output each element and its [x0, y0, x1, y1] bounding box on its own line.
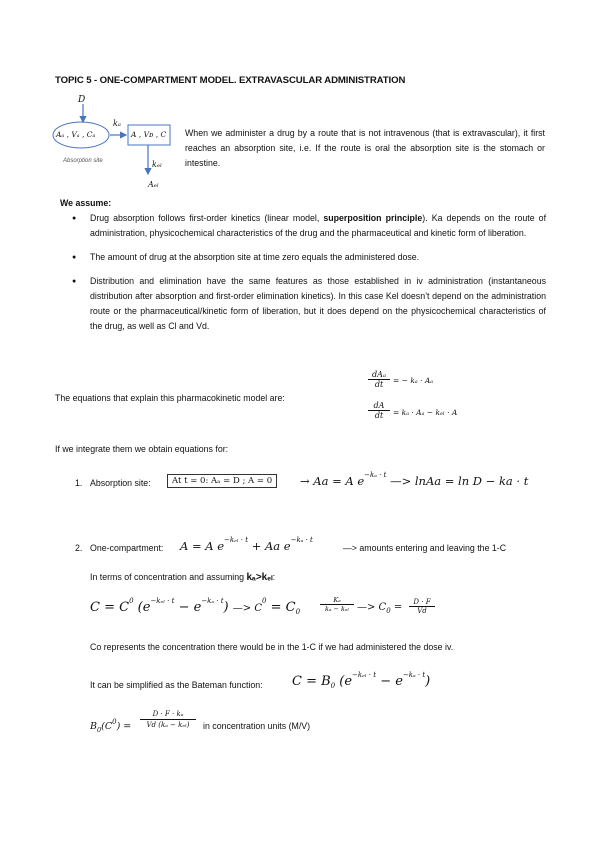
bateman-label: It can be simplified as the Bateman function:	[90, 680, 263, 690]
eq1-fraction: dAₐ dt	[368, 370, 390, 389]
compartment-diagram	[50, 94, 175, 194]
item2-number: 2.	[75, 543, 83, 553]
kel-label: kₑₗ	[152, 160, 162, 169]
intro-paragraph: When we administer a drug by a route that is not intravenous (that is extravascular), it first reaches an absorption site, i.e. If the route is oral the absorption site is the stomach or intestine.	[185, 128, 545, 168]
list-item: ● Drug absorption follows first-order kinetics (linear model, superposition principle). Ka depends on the route of administration, physicochemical characteristics of the drug and the pharmaceutical and kinetic form of liberation.	[70, 211, 546, 241]
absorption-compartment-label: Aₐ , Vₐ , Cₐ	[56, 130, 96, 139]
ael-label: Aₑₗ	[148, 180, 159, 189]
assumption-list	[70, 211, 546, 343]
ka-fraction: Kₐ kₐ − kₑₗ	[320, 596, 354, 613]
we-assume-heading: We assume:	[60, 198, 112, 208]
ka-label: kₐ	[113, 119, 121, 128]
list-item: ● The amount of drug at the absorption site at time zero equals the administered dose.	[70, 250, 546, 265]
integrate-label: If we integrate them we obtain equations for:	[55, 444, 229, 454]
item2-tail: —> amounts entering and leaving the 1-C	[343, 543, 507, 553]
item1-number: 1.	[75, 478, 83, 488]
equations-label: The equations that explain this pharmacokinetic model are:	[55, 393, 285, 403]
eq1-rhs: = − kₐ · Aₐ	[393, 376, 434, 385]
dose-label: D	[78, 95, 86, 105]
item2-label: One-compartment:	[90, 543, 164, 553]
eq2-rhs: = kₐ · Aₐ − kₑₗ · A	[393, 408, 458, 417]
concentration-label: In terms of concentration and assuming kₐ>kₑₗ:	[90, 572, 276, 583]
concentration-equation: $C = C^0$ $(e^{-k_{el} \cdot t} - e^{-k_a \cdot t})$ —> $C^0 = C_0$	[90, 597, 301, 616]
co-note: Co represents the concentration there would be in the 1-C if we had administered the dose iv.	[90, 642, 454, 652]
b0-lhs: $B_0(C^0)$ =	[90, 718, 132, 734]
b0-fraction: D · F · kₐ Vd (kₐ − kₑₗ)	[140, 710, 196, 729]
item1-label: Absorption site:	[90, 478, 151, 488]
bateman-equation: $C = B_0$ $(e^{-k_{el} \cdot t} - e^{-k_a \cdot t})$	[292, 671, 431, 690]
arrow-c0: —> $C_0$ =	[357, 602, 403, 615]
absorption-caption: Absorption site	[63, 158, 103, 164]
item1-equation: → Aa = A $e^{-k_a \cdot t}$ —> lnAa = ln D − ka · t	[300, 471, 529, 488]
central-compartment-label: A , Vᴅ , C	[131, 130, 167, 139]
b0-units: in concentration units (M/V)	[203, 721, 311, 731]
initial-conditions-box: At t = 0: Aₐ = D ; A = 0	[167, 474, 277, 488]
list-item: ● Distribution and elimination have the same features as those established in iv administration (instantaneous distribution after absorption and first-order elimination kinetics). In this case Kel doesn’t depend on the administration route or the pharmaceutical/kinetic form of liberation, but it does depend on the physicochemical characteristics of the drug, as well as Cl and Vd.	[70, 274, 546, 334]
page-title: TOPIC 5 - ONE-COMPARTMENT MODEL. EXTRAVASCULAR ADMINISTRATION	[55, 75, 406, 86]
item2-equation: A = A $e^{-k_{el} \cdot t} + Aa$ $e^{-k_a \cdot t}$	[180, 536, 313, 553]
dose-fraction: D · F Vd	[409, 598, 435, 615]
eq2-fraction: dA dt	[368, 401, 390, 420]
